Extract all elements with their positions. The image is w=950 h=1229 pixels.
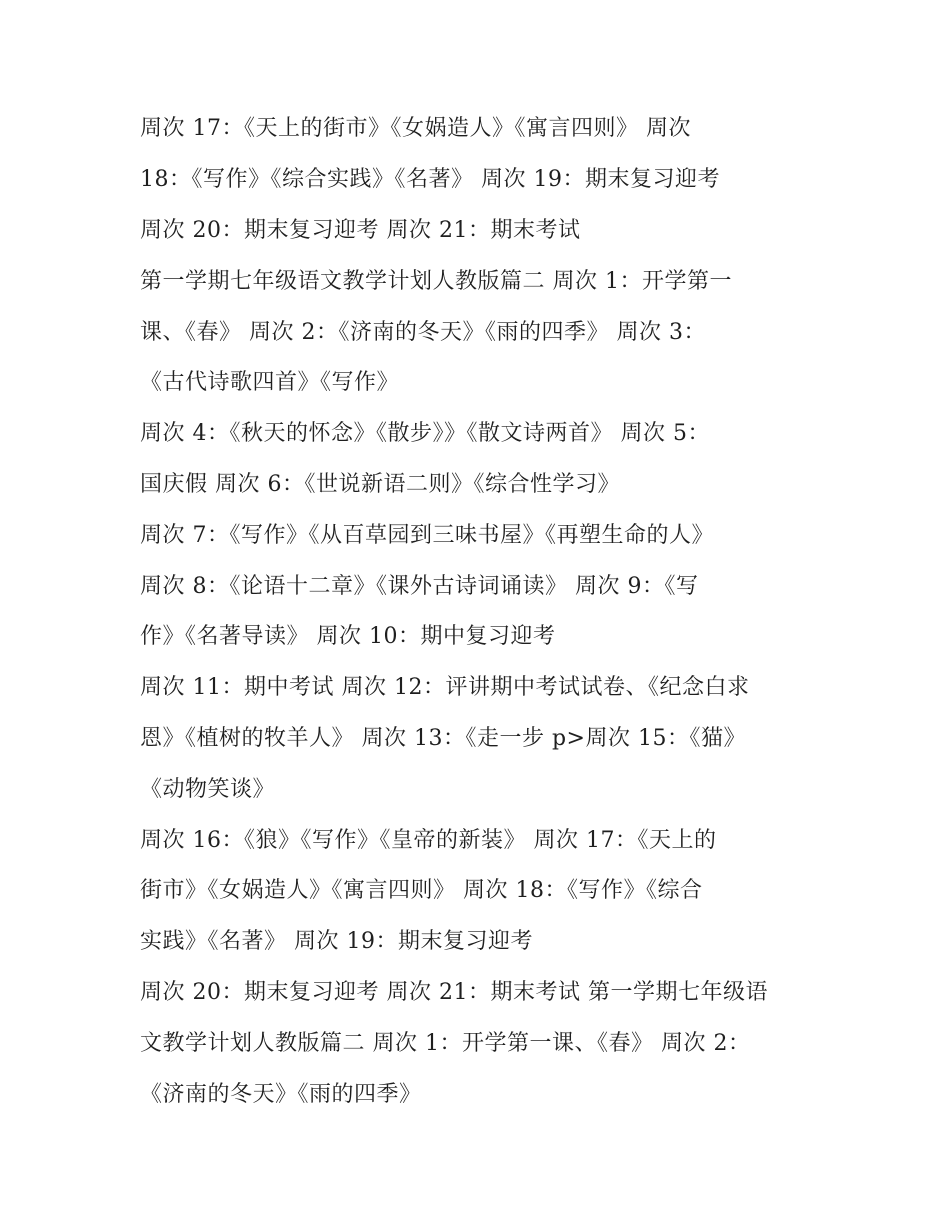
text-line: 《古代诗歌四首》《写作》: [140, 370, 400, 395]
text-line: 周次 7：《写作》《从百草园到三味书屋》《再塑生命的人》: [140, 523, 714, 548]
text-line: 《济南的冬天》《雨的四季》: [140, 1082, 422, 1107]
text-line: 周次 20：期末复习迎考 周次 21：期末考试: [140, 218, 581, 243]
text-line: 周次 20：期末复习迎考 周次 21：期末考试 第一学期七年级语: [140, 980, 768, 1005]
text-line: 恩》《植树的牧羊人》 周次 13：《走一步 p>周次 15：《猫》: [140, 726, 746, 751]
text-line: 周次 17：《天上的街市》《女娲造人》《寓言四则》 周次: [140, 116, 691, 141]
text-line: 《动物笑谈》: [140, 777, 276, 802]
text-line: 街市》《女娲造人》《寓言四则》 周次 18：《写作》《综合: [140, 878, 703, 903]
text-line: 文教学计划人教版篇二 周次 1：开学第一课、《春》 周次 2：: [140, 1031, 751, 1056]
text-line: 周次 16：《狼》《写作》《皇帝的新装》 周次 17：《天上的: [140, 828, 717, 853]
text-line: 周次 11：期中考试 周次 12：评讲期中考试试卷、《纪念白求: [140, 675, 750, 700]
text-line: 课、《春》 周次 2：《济南的冬天》《雨的四季》 周次 3：: [140, 320, 706, 345]
text-line: 周次 4：《秋天的怀念》《散步》》《散文诗两首》 周次 5：: [140, 421, 710, 446]
text-line: 周次 8：《论语十二章》《课外古诗词诵读》 周次 9：《写: [140, 574, 699, 599]
text-line: 实践》《名著》 周次 19：期末复习迎考: [140, 929, 533, 954]
text-line: 第一学期七年级语文教学计划人教版篇二 周次 1：开学第一: [140, 269, 732, 294]
text-line: 18：《写作》《综合实践》《名著》 周次 19：期末复习迎考: [140, 167, 720, 192]
text-line: 国庆假 周次 6：《世说新语二则》《综合性学习》: [140, 472, 620, 497]
text-line: 作》《名著导读》 周次 10：期中复习迎考: [140, 624, 556, 649]
